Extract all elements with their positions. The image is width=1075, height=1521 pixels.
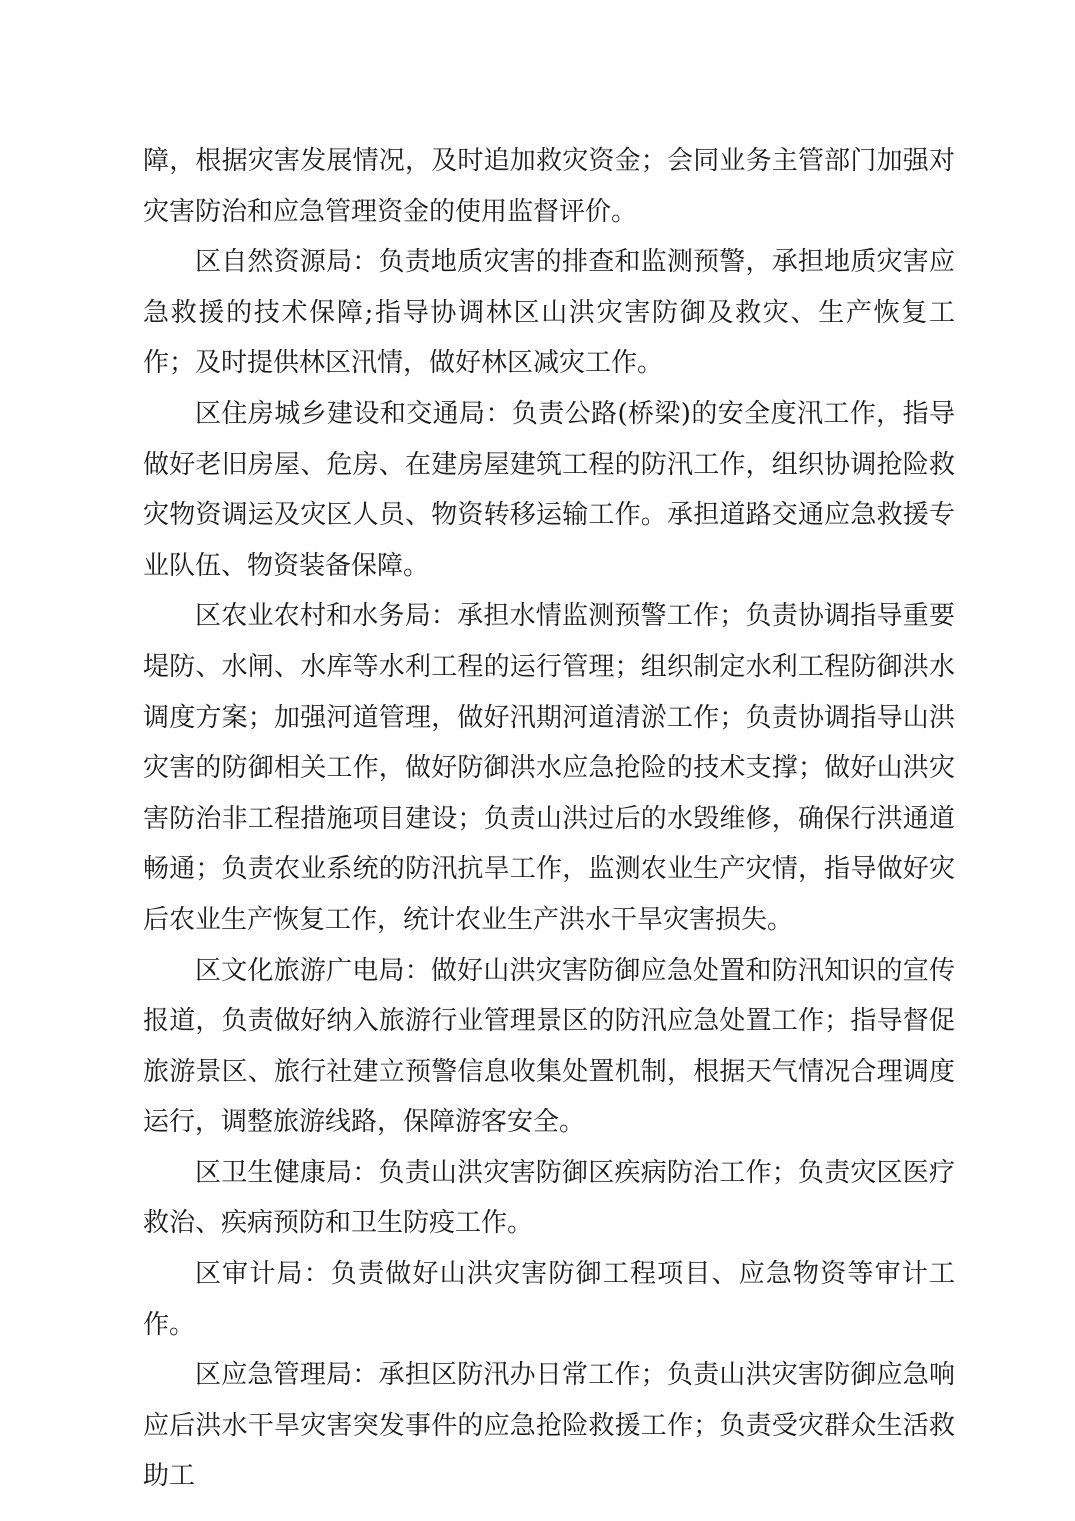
paragraph-audit-bureau: 区审计局：负责做好山洪灾害防御工程项目、应急物资等审计工作。 (143, 1259, 955, 1340)
paragraph-housing-transport-bureau: 区住房城乡建设和交通局：负责公路(桥梁)的安全度汛工作，指导做好老旧房屋、危房、在建房屋建筑工程的防汛工作，组织协调抢险救灾物资调运及灾区人员、物资转移运输工作。承担道路交通应急救援专业队伍、物资装备保障。 (143, 398, 955, 581)
body-text (143, 136, 955, 1502)
paragraph-emergency-management-bureau: 区应急管理局：承担区防汛办日常工作；负责山洪灾害防御应急响应后洪水干旱灾害突发事件的应急抢险救援工作；负责受灾群众生活救助工 (143, 1360, 955, 1492)
paragraph-health-bureau: 区卫生健康局：负责山洪灾害防御区疾病防治工作；负责灾区医疗救治、疾病预防和卫生防疫工作。 (143, 1157, 955, 1239)
paragraph-natural-resources-bureau: 区自然资源局：负责地质灾害的排查和监测预警，承担地质灾害应急救援的技术保障;指导协调林区山洪灾害防御及救灾、生产恢复工作；及时提供林区汛情，做好林区减灾工作。 (143, 247, 955, 379)
paragraph-culture-tourism-bureau: 区文化旅游广电局：做好山洪灾害防御应急处置和防汛知识的宣传报道，负责做好纳入旅游行业管理景区的防汛应急处置工作；指导督促旅游景区、旅行社建立预警信息收集处置机制，根据天气情况合理调度运行，调整旅游线路，保障游客安全。 (143, 955, 955, 1138)
paragraph-finance-continuation: 障，根据灾害发展情况，及时追加救灾资金；会同业务主管部门加强对灾害防治和应急管理资金的使用监督评价。 (143, 146, 955, 227)
paragraph-agriculture-water-bureau: 区农业农村和水务局：承担水情监测预警工作；负责协调指导重要堤防、水闸、水库等水利工程的运行管理；组织制定水利工程防御洪水调度方案；加强河道管理，做好汛期河道清淤工作；负责协调指导山洪灾害的防御相关工作，做好防御洪水应急抢险的技术支撑；做好山洪灾害防治非工程措施项目建设；负责山洪过后的水毁维修，确保行洪通道畅通；负责农业系统的防汛抗旱工作，监测农业生产灾情，指导做好灾后农业生产恢复工作，统计农业生产洪水干旱灾害损失。 (143, 601, 955, 935)
